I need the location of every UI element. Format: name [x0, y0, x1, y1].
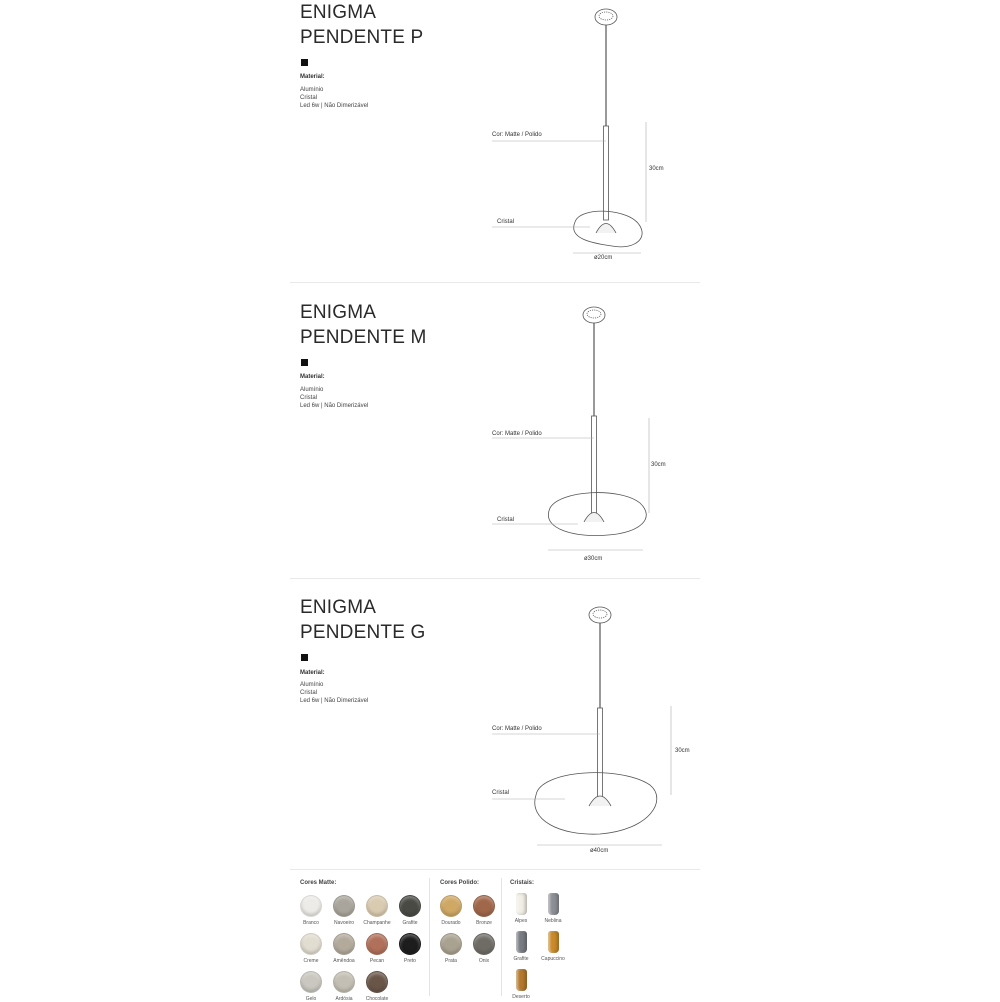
swatch-label: Deserto — [512, 994, 530, 1000]
color-swatch[interactable] — [294, 933, 328, 964]
matte-colors-title: Cores Matte: — [300, 880, 337, 886]
diameter-dimension: ø20cm — [594, 255, 613, 261]
swatch-color-dot — [473, 933, 495, 955]
crystal-glass-shape — [548, 893, 559, 915]
color-swatch[interactable] — [360, 895, 394, 926]
crystal-glass-shape — [516, 893, 527, 915]
swatch-label: Grafite — [402, 920, 418, 926]
height-dimension: 30cm — [675, 748, 690, 754]
color-swatch[interactable] — [327, 933, 361, 964]
callout-color: Cor: Matte / Polido — [492, 726, 542, 732]
product-title-line2: PENDENTE G — [300, 622, 426, 643]
swatch-color-dot — [399, 933, 421, 955]
crystal-swatch[interactable] — [504, 969, 538, 1000]
polido-colors-title: Cores Polido: — [440, 880, 480, 886]
color-swatches — [290, 878, 700, 1000]
callout-color: Cor: Matte / Polido — [492, 431, 542, 437]
swatch-label: Navoeiro — [333, 920, 354, 926]
product-title-line1: ENIGMA — [300, 2, 377, 23]
swatch-color-dot — [366, 933, 388, 955]
swatch-label: Prata — [445, 958, 457, 964]
swatch-color-dot — [300, 971, 322, 993]
color-swatch[interactable] — [294, 895, 328, 926]
material-item: Alumínio — [300, 387, 324, 393]
material-item: Cristal — [300, 395, 318, 401]
swatch-color-dot — [333, 933, 355, 955]
product-title-line1: ENIGMA — [300, 597, 377, 618]
swatch-label: Preto — [404, 958, 416, 964]
crystal-swatch[interactable] — [504, 931, 538, 962]
swatch-label: Pecan — [369, 958, 385, 964]
callout-glass: Cristal — [492, 790, 510, 796]
crystal-glass-shape — [516, 931, 527, 953]
diameter-dimension: ø30cm — [584, 556, 603, 562]
swatch-color-dot — [473, 895, 495, 917]
swatch-label: Chocolate — [365, 996, 389, 1002]
color-swatch[interactable] — [393, 895, 427, 926]
swatch-label: Creme — [303, 958, 319, 964]
color-swatch[interactable] — [434, 933, 468, 964]
height-dimension: 30cm — [651, 462, 666, 468]
crystal-glass-shape — [516, 969, 527, 991]
material-item: Cristal — [300, 690, 318, 696]
swatch-color-dot — [300, 933, 322, 955]
swatch-label: Bronze — [476, 920, 492, 926]
material-item: Alumínio — [300, 87, 324, 93]
diameter-dimension: ø40cm — [590, 848, 609, 854]
swatch-color-dot — [366, 971, 388, 993]
material-item: Cristal — [300, 95, 318, 101]
swatch-label: Champanhe — [363, 920, 391, 926]
group-separator — [501, 878, 502, 996]
callout-color: Cor: Matte / Polido — [492, 132, 542, 138]
swatch-label: Alpes — [514, 918, 528, 924]
swatch-label: Gelo — [305, 996, 317, 1002]
color-swatch[interactable] — [393, 933, 427, 964]
material-label: Material: — [300, 374, 325, 380]
crystal-glass-shape — [548, 931, 559, 953]
swatch-color-dot — [333, 971, 355, 993]
cristais-title: Cristais: — [510, 880, 535, 886]
swatch-label: Neblina — [544, 918, 562, 924]
swatch-label: Onix — [478, 958, 490, 964]
color-swatch[interactable] — [434, 895, 468, 926]
swatch-label: Dourado — [441, 920, 461, 926]
material-label: Material: — [300, 670, 325, 676]
section-divider — [290, 869, 700, 870]
group-separator — [429, 878, 430, 996]
product-title-line2: PENDENTE M — [300, 327, 427, 348]
material-item: Alumínio — [300, 682, 324, 688]
color-swatch[interactable] — [467, 933, 501, 964]
color-swatch[interactable] — [327, 895, 361, 926]
swatch-color-dot — [333, 895, 355, 917]
swatch-color-dot — [440, 933, 462, 955]
product-title-line1: ENIGMA — [300, 302, 377, 323]
height-dimension: 30cm — [649, 166, 664, 172]
crystal-swatch[interactable] — [504, 893, 538, 924]
material-item: Led 6w | Não Dimerizável — [300, 403, 369, 409]
callout-glass: Cristal — [497, 219, 515, 225]
swatch-label: Capuccino — [541, 956, 565, 962]
color-swatch[interactable] — [467, 895, 501, 926]
material-label: Material: — [300, 74, 325, 80]
swatch-color-dot — [366, 895, 388, 917]
crystal-swatch[interactable] — [536, 931, 570, 962]
color-swatch[interactable] — [294, 971, 328, 1002]
swatch-color-dot — [399, 895, 421, 917]
color-swatch[interactable] — [327, 971, 361, 1002]
color-swatch[interactable] — [360, 971, 394, 1002]
material-item: Led 6w | Não Dimerizável — [300, 698, 369, 704]
swatch-color-dot — [300, 895, 322, 917]
material-item: Led 6w | Não Dimerizável — [300, 103, 369, 109]
swatch-color-dot — [440, 895, 462, 917]
product-title-line2: PENDENTE P — [300, 27, 424, 48]
color-swatch[interactable] — [360, 933, 394, 964]
swatch-label: Ardósia — [335, 996, 353, 1002]
swatch-label: Branco — [303, 920, 319, 926]
swatch-label: Grafite — [513, 956, 529, 962]
swatch-label: Amêndoa — [333, 958, 355, 964]
crystal-swatch[interactable] — [536, 893, 570, 924]
callout-glass: Cristal — [497, 517, 515, 523]
